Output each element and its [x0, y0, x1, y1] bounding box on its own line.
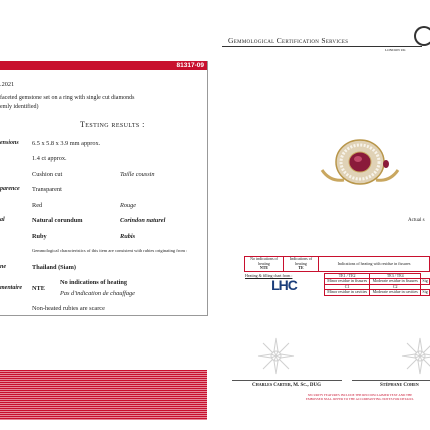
value-colour: Red	[32, 202, 43, 209]
signature-left: Charles Carter, M. Sc., DUG	[252, 383, 322, 388]
value-dimensions: 6.5 x 5.8 x 3.9 mm approx.	[32, 140, 101, 147]
key-te1: TE1 / TE2	[325, 273, 370, 279]
actual-size-caption: Actual s	[408, 218, 425, 223]
lhc-logo: LHC	[271, 276, 297, 293]
value-cut: Cushion cut	[32, 171, 63, 178]
key-c1: C1	[325, 284, 370, 290]
chart-link[interactable]: Heating & filling chart from :	[245, 272, 293, 278]
key-te5-desc: Sig	[422, 278, 428, 283]
ring-image	[320, 130, 400, 200]
embossed-seal-right	[400, 336, 430, 376]
key-col2-header: Indications of heating TE	[284, 257, 319, 272]
lab-location: LONDON UK	[385, 48, 406, 52]
left-panel-frame	[0, 61, 208, 316]
value-transparency: Transparent	[32, 186, 62, 193]
signature-right: Stéphane Cohen	[380, 383, 419, 388]
footer-disclaimer: SECURITY FEATURES INCLUDE THE RED DISCLAIMER TEXT AND THE EMBOSSED SEAL. REFER TO THE ACCOMPANYING NOTES FOR DETAILS.	[305, 393, 415, 401]
key-c1-desc: Minor residue in cavities	[325, 290, 370, 296]
value-colour-fr: Rouge	[120, 202, 137, 209]
treatment-code: NTE	[32, 285, 45, 292]
label-dimensions: ensions	[0, 140, 19, 146]
report-number: 81317-09	[176, 62, 204, 69]
key-c2-desc: Moderate residue in cavities	[370, 290, 421, 296]
treatment-fr: Pas d'indication de chauffage	[60, 290, 135, 297]
report-date: .2021	[0, 81, 15, 88]
value-weight: 1.4 ct approx.	[32, 155, 67, 162]
treatment-en: No indications of heating	[60, 279, 127, 286]
testing-results-title: Testing results :	[80, 120, 145, 129]
key-te3-desc: Moderate residue in fissures	[370, 279, 421, 285]
value-variety: Ruby	[32, 233, 47, 240]
value-species-fr: Corindon naturel	[120, 217, 166, 224]
rarity-note: Non-heated rubies are scarce	[32, 305, 105, 312]
lab-logo-icon	[414, 26, 430, 46]
label-transparency: parence	[0, 186, 20, 192]
description-line-2: emly identified)	[0, 104, 39, 110]
label-species: al	[0, 217, 5, 223]
red-disclaimer-block	[0, 370, 207, 420]
label-origin: ne	[0, 264, 6, 270]
key-te3: TE3 / TE4	[370, 273, 421, 279]
value-origin: Thailand (Siam)	[32, 264, 76, 271]
key-c2: C2	[370, 284, 421, 290]
lab-name: Gemmological Certification Services	[228, 36, 349, 45]
key-col1-header: No indications of heating NTE	[245, 257, 284, 272]
value-cut-fr: Taille coussin	[120, 171, 155, 178]
header-rule	[222, 46, 422, 47]
label-comment: mentaire	[0, 285, 22, 291]
key-residue-header: Indications of heating with residue in fissures	[319, 257, 430, 272]
origin-note: Gemmological characteristics of this item are consistent with rubies originating from :	[32, 248, 188, 253]
value-species: Natural corundum	[32, 217, 83, 224]
key-c3-desc: Sig	[422, 289, 428, 294]
signature-rule-right	[352, 380, 430, 381]
description-line-1: faceted gemstone set on a ring with single cut diamonds	[0, 95, 135, 101]
treatment-key-table	[244, 256, 430, 296]
key-te1-desc: Minor residue in fissures	[325, 279, 370, 285]
value-variety-fr: Rubis	[120, 233, 136, 240]
embossed-seal-left	[256, 336, 296, 376]
signature-rule-left	[232, 380, 342, 381]
